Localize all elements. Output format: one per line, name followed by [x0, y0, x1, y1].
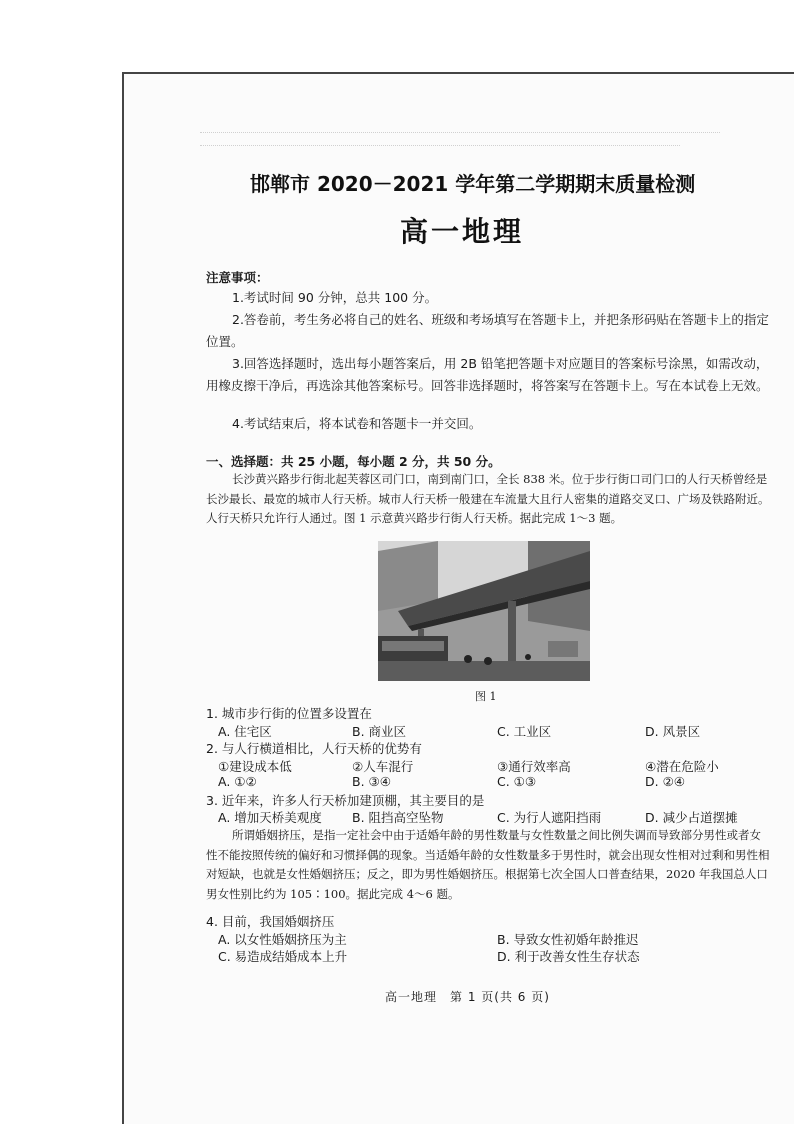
note-item-2: 2.答卷前，考生务必将自己的姓名、班级和考场填写在答题卡上，并把条形码贴在答题卡上的指定位置。: [206, 312, 769, 349]
question-4-option-b: B. 导致女性初婚年龄推迟: [497, 932, 639, 947]
pedestrian-bridge-photo: [378, 541, 590, 681]
question-2-option-a: A. ①②: [218, 774, 257, 789]
section-heading: 一、选择题：共 25 小题，每小题 2 分，共 50 分。: [206, 454, 501, 469]
question-3-stem: 3. 近年来，许多人行天桥加建顶棚，其主要目的是: [206, 793, 485, 808]
question-2-item-3: ③通行效率高: [497, 759, 571, 774]
figure-caption: 图 1: [475, 690, 497, 703]
page-footer: 高一地理 第 1 页(共 6 页): [385, 990, 550, 1004]
reading-passage-2: 所谓婚姻挤压，是指一定社会中由于适婚年龄的男性数量与女性数量之间比例失调而导致部分男性或者女性不能按照传统的偏好和习惯择偶的现象。当适婚年龄的女性数量多于男性时，就会出现女性相对过剩和男性相对短缺，也就是女性婚姻挤压；反之，即为男性婚姻挤压。根据第七次全国人口普查结果，2020 年我国总人口男女性别比约为 105∶100。据此完成 4～6 题。: [206, 828, 770, 901]
question-1-stem: 1. 城市步行街的位置多设置在: [206, 706, 372, 721]
note-item-3: 3.回答选择题时，选出每小题答案后，用 2B 铅笔把答题卡对应题目的答案标号涂黑，如需改动，用橡皮擦干净后，再选涂其他答案标号。回答非选择题时，将答案写在答题卡上。写在本试卷上无效。: [206, 356, 769, 393]
note-item-4: 4.考试结束后，将本试卷和答题卡一并交回。: [232, 416, 482, 431]
exam-title: 邯郸市 2020－2021 学年第二学期期末质量检测: [250, 172, 696, 196]
question-1-option-c: C. 工业区: [497, 724, 552, 739]
question-3-option-a: A. 增加天桥美观度: [218, 810, 322, 825]
question-2-item-2: ②人车混行: [352, 759, 414, 774]
question-3-option-d: D. 减少占道摆摊: [645, 810, 738, 825]
bleed-through-marks: [200, 126, 760, 166]
exam-subject: 高一地理: [400, 215, 525, 248]
question-4-stem: 4. 目前，我国婚姻挤压: [206, 914, 335, 929]
note-item-1: 1.考试时间 90 分钟，总共 100 分。: [232, 290, 438, 305]
question-4-option-c: C. 易造成结婚成本上升: [218, 949, 348, 964]
question-2-option-d: D. ②④: [645, 774, 685, 789]
question-2-stem: 2. 与人行横道相比，人行天桥的优势有: [206, 741, 422, 756]
question-2-option-b: B. ③④: [352, 774, 391, 789]
question-1-option-a: A. 住宅区: [218, 724, 272, 739]
question-3-option-b: B. 阻挡高空坠物: [352, 810, 444, 825]
question-2-item-4: ④潜在危险小: [645, 759, 719, 774]
reading-passage-1: 长沙黄兴路步行街北起芙蓉区司门口，南到南门口，全长 838 米。位于步行街口司门口的人行天桥曾经是长沙最长、最宽的城市人行天桥。城市人行天桥一般建在车流量大且行人密集的道路交叉口、广场及铁路附近。人行天桥只允许行人通过。图 1 示意黄兴路步行街人行天桥。据此完成 1～3 题。: [206, 472, 770, 525]
question-1-option-b: B. 商业区: [352, 724, 407, 739]
question-2-option-c: C. ①③: [497, 774, 537, 789]
question-3-option-c: C. 为行人遮阳挡雨: [497, 810, 602, 825]
question-4-option-d: D. 利于改善女性生存状态: [497, 949, 640, 964]
notes-heading: 注意事项：: [206, 270, 269, 285]
question-4-option-a: A. 以女性婚姻挤压为主: [218, 932, 347, 947]
question-1-option-d: D. 风景区: [645, 724, 701, 739]
question-2-item-1: ①建设成本低: [218, 759, 292, 774]
